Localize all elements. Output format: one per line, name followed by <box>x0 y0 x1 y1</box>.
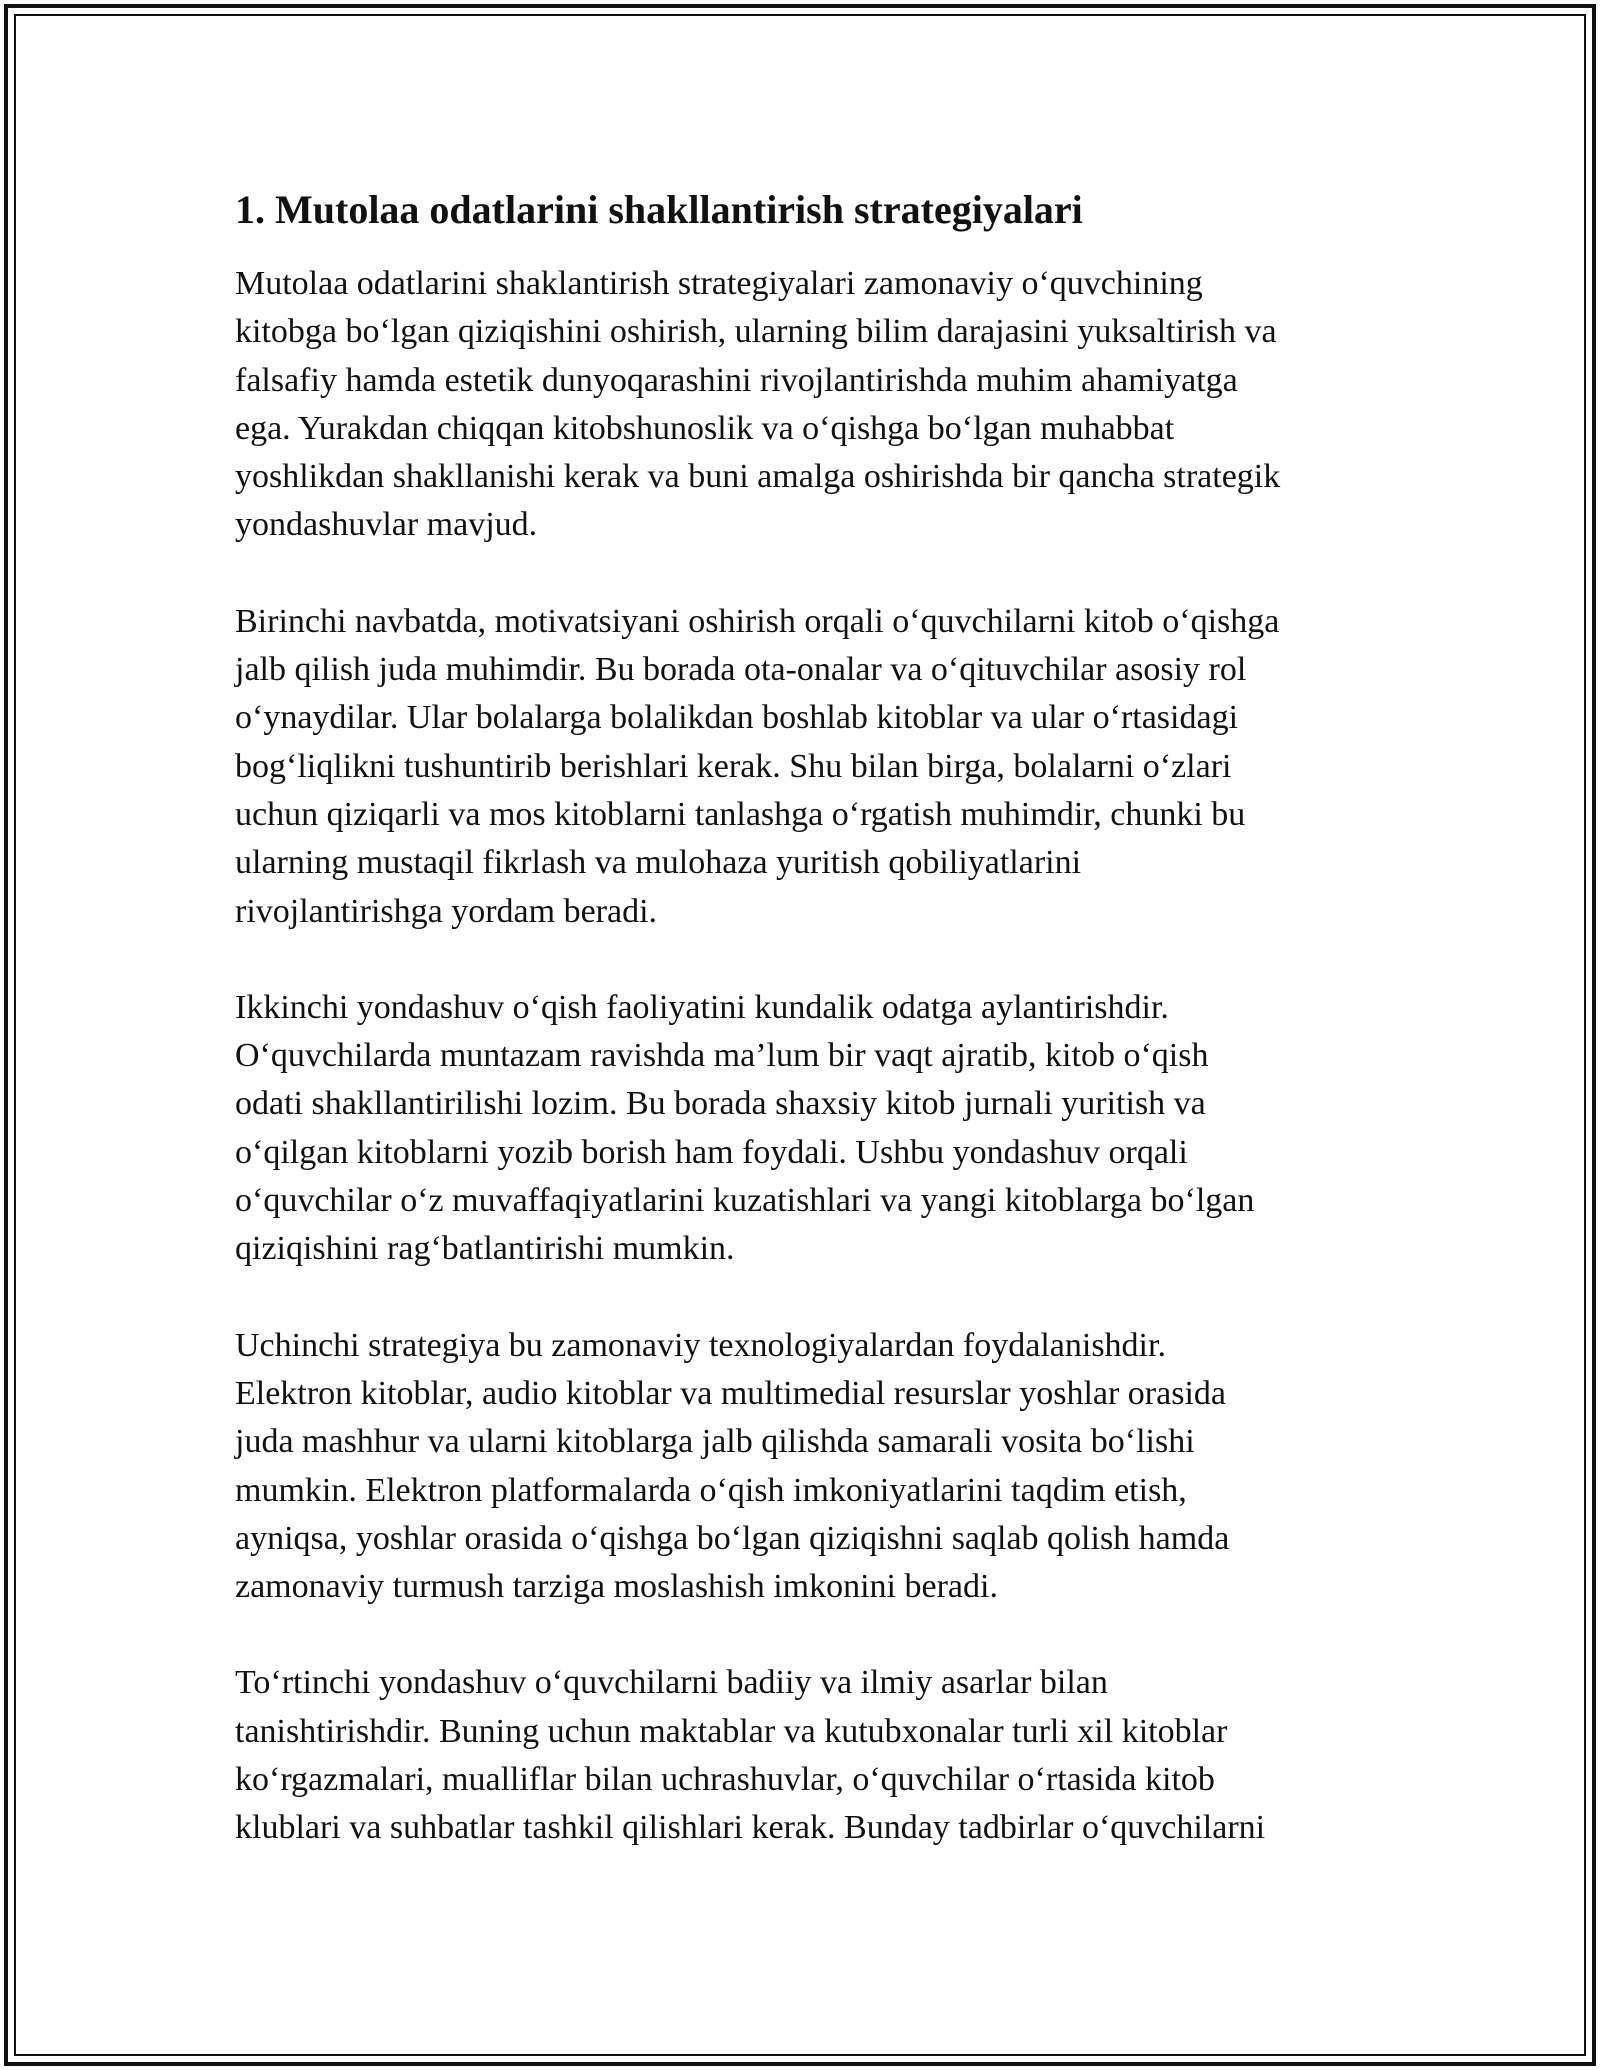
paragraph-line: ularning mustaqil fikrlash va mulohaza yuritish qobiliyatlarini <box>235 844 1082 882</box>
paragraph-line: Elektron kitoblar, audio kitoblar va multimedial resurslar yoshlar orasida <box>235 1374 1226 1412</box>
paragraph-line: ayniqsa, yoshlar orasida o‘qishga bo‘lgan qiziqishni saqlab qolish hamda <box>235 1519 1230 1557</box>
paragraph-line: tanishtirishdir. Buning uchun maktablar va kutubxonalar turli xil kitoblar <box>235 1712 1228 1750</box>
paragraph-list <box>235 260 1385 1853</box>
paragraph-line: o‘qilgan kitoblarni yozib borish ham foydali. Ushbu yondashuv orqali <box>235 1133 1188 1171</box>
body-paragraph <box>235 1322 1385 1612</box>
paragraph-line: jalb qilish juda muhimdir. Bu borada ota-onalar va o‘qituvchilar asosiy rol <box>235 651 1247 689</box>
paragraph-line: o‘quvchilar o‘z muvaffaqiyatlarini kuzatishlari va yangi kitoblarga bo‘lgan <box>235 1182 1255 1220</box>
paragraph-line: Ikkinchi yondashuv o‘qish faoliyatini kundalik odatga aylantirishdir. <box>235 988 1169 1026</box>
paragraph-line: mumkin. Elektron platformalarda o‘qish imkoniyatlarini taqdim etish, <box>235 1471 1187 1509</box>
paragraph-line: juda mashhur va ularni kitoblarga jalb qilishda samarali vosita bo‘lishi <box>235 1423 1195 1461</box>
paragraph-line: klublari va suhbatlar tashkil qilishlari kerak. Bunday tadbirlar o‘quvchilarni <box>235 1809 1266 1847</box>
body-paragraph <box>235 1659 1385 1852</box>
paragraph-line: Birinchi navbatda, motivatsiyani oshirish orqali o‘quvchilarni kitob o‘qishga <box>235 602 1280 640</box>
paragraph-line: To‘rtinchi yondashuv o‘quvchilarni badiiy va ilmiy asarlar bilan <box>235 1664 1108 1702</box>
paragraph-line: odati shakllantirilishi lozim. Bu borada shaxsiy kitob jurnali yuritish va <box>235 1085 1206 1123</box>
section-heading: 1. Mutolaa odatlarini shakllantirish strategiyalari <box>235 187 1083 232</box>
paragraph-line: o‘ynaydilar. Ular bolalarga bolalikdan boshlab kitoblar va ular o‘rtasidagi <box>235 699 1239 737</box>
body-paragraph <box>235 260 1385 550</box>
body-paragraph <box>235 598 1385 936</box>
document-body <box>235 186 1385 1901</box>
body-paragraph <box>235 984 1385 1274</box>
paragraph-line: ega. Yurakdan chiqqan kitobshunoslik va o‘qishga bo‘lgan muhabbat <box>235 409 1175 447</box>
paragraph-line: bog‘liqlikni tushuntirib berishlari kerak. Shu bilan birga, bolalarni o‘zlari <box>235 747 1232 785</box>
paragraph-line: zamonaviy turmush tarziga moslashish imkonini beradi. <box>235 1568 998 1606</box>
paragraph-line: Mutolaa odatlarini shaklantirish strategiyalari zamonaviy o‘quvchining <box>235 265 1203 302</box>
paragraph-line: uchun qiziqarli va mos kitoblarni tanlashga o‘rgatish muhimdir, chunki bu <box>235 795 1246 833</box>
paragraph-line: ko‘rgazmalari, mualliflar bilan uchrashuvlar, o‘quvchilar o‘rtasida kitob <box>235 1761 1215 1799</box>
paragraph-line: rivojlantirishga yordam beradi. <box>235 892 658 930</box>
paragraph-line: yondashuvlar mavjud. <box>235 506 538 544</box>
paragraph-line: falsafiy hamda estetik dunyoqarashini rivojlantirishda muhim ahamiyatga <box>235 361 1238 399</box>
paragraph-line: yoshlikdan shakllanishi kerak va buni amalga oshirishda bir qancha strategik <box>235 458 1281 496</box>
paragraph-line: kitobga bo‘lgan qiziqishini oshirish, ularning bilim darajasini yuksaltirish va <box>235 313 1277 351</box>
paragraph-line: qiziqishini rag‘batlantirishi mumkin. <box>235 1230 735 1268</box>
paragraph-line: O‘quvchilarda muntazam ravishda ma’lum bir vaqt ajratib, kitob o‘qish <box>235 1037 1209 1075</box>
paragraph-line: Uchinchi strategiya bu zamonaviy texnologiyalardan foydalanishdir. <box>235 1326 1166 1364</box>
